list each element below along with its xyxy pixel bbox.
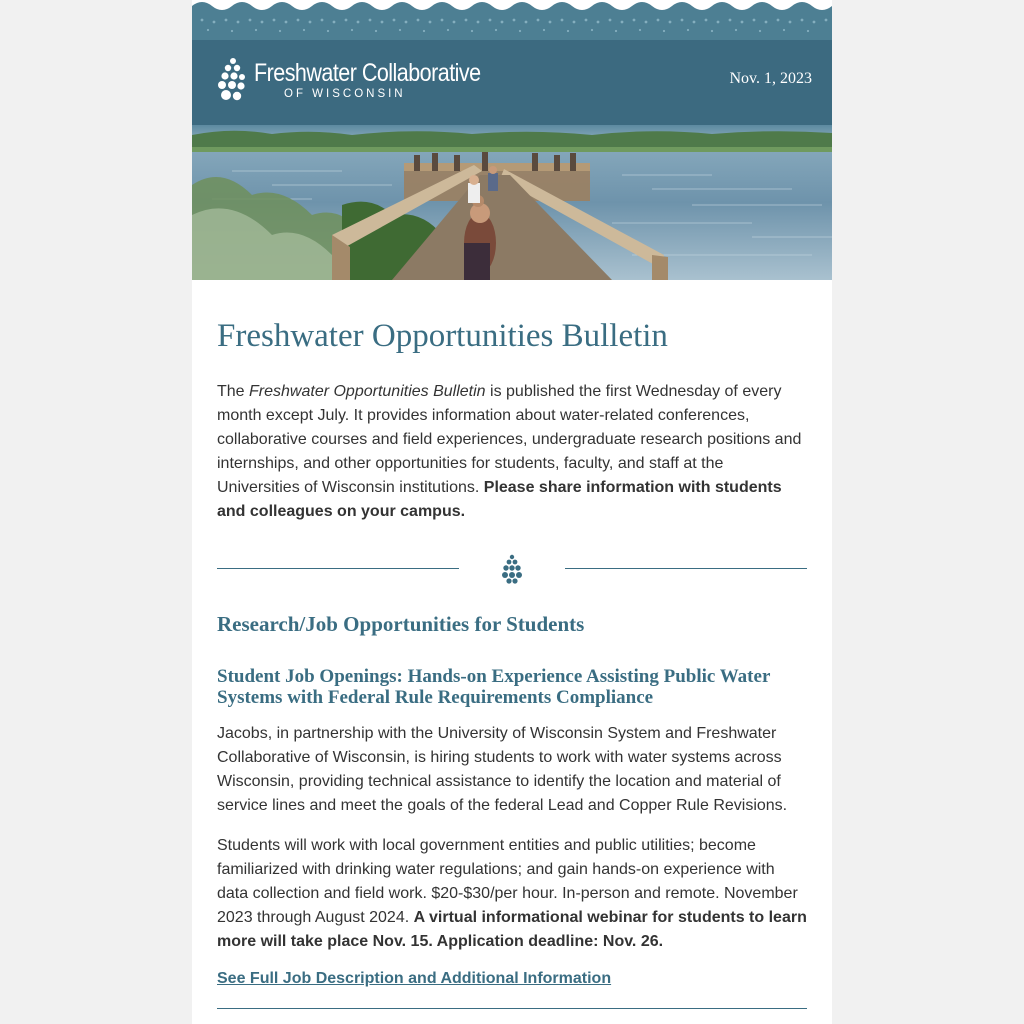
water-drop-cluster-icon — [499, 554, 525, 584]
webinar-deadline-callout: A virtual informational webinar for students to learn more will take place Nov. 15. Application deadline: Nov. 26. — [217, 909, 807, 950]
share-callout: Please share information with students and colleagues on your campus. — [217, 479, 782, 520]
logo-drop-icon — [216, 56, 248, 104]
logo-subtitle: OF WISCONSIN — [284, 88, 406, 100]
article-paragraph-1: Jacobs, in partnership with the University of Wisconsin System and Freshwater Collaborative of Wisconsin, is hiring students to work with water systems across Wisconsin, providing technical assistance to identify the location and material of service lines and meet the goals of the federal Lead and Copper Rule Revisions. — [217, 725, 788, 814]
bulletin-name-italic: Freshwater Opportunities Bulletin — [249, 383, 486, 400]
page-title: Freshwater Opportunities Bulletin — [217, 318, 668, 354]
logo[interactable] — [216, 56, 518, 104]
intro-paragraph: The Freshwater Opportunities Bulletin is published the first Wednesday of every month except July. It provides information about water-related conferences, collaborative courses and field experiences, undergraduate research positions and internships, and other opportunities for students, faculty, and staff at the Universities of Wisconsin institutions. Please share information with students and colleagues on your campus. — [217, 383, 802, 520]
issue-date: Nov. 1, 2023 — [729, 70, 812, 87]
article-paragraph-2: Students will work with local government entities and public utilities; become familiarized with drinking water regulations; and gain hands-on experience with data collection and field work. $20-$30/per hour. In-person and remote. November 2023 through August 2024. A virtual informational webinar for students to learn more will take place Nov. 15. Application deadline: Nov. 26. — [217, 837, 807, 950]
email-body — [192, 0, 832, 1024]
section-divider — [217, 554, 807, 590]
article-title: Student Job Openings: Hands-on Experience Assisting Public Water Systems with Federal Rule Requirements Compliance — [217, 666, 771, 708]
main-content — [217, 280, 807, 1009]
full-job-description-link[interactable]: See Full Job Description and Additional Information — [217, 970, 612, 987]
boardwalk-lake-photo — [192, 125, 832, 280]
email-header — [192, 0, 832, 125]
logo-title: Freshwater Collaborative — [254, 59, 481, 87]
bottom-divider — [217, 1008, 807, 1009]
wave-border-decoration — [192, 0, 832, 40]
section-heading: Research/Job Opportunities for Students — [217, 612, 585, 636]
